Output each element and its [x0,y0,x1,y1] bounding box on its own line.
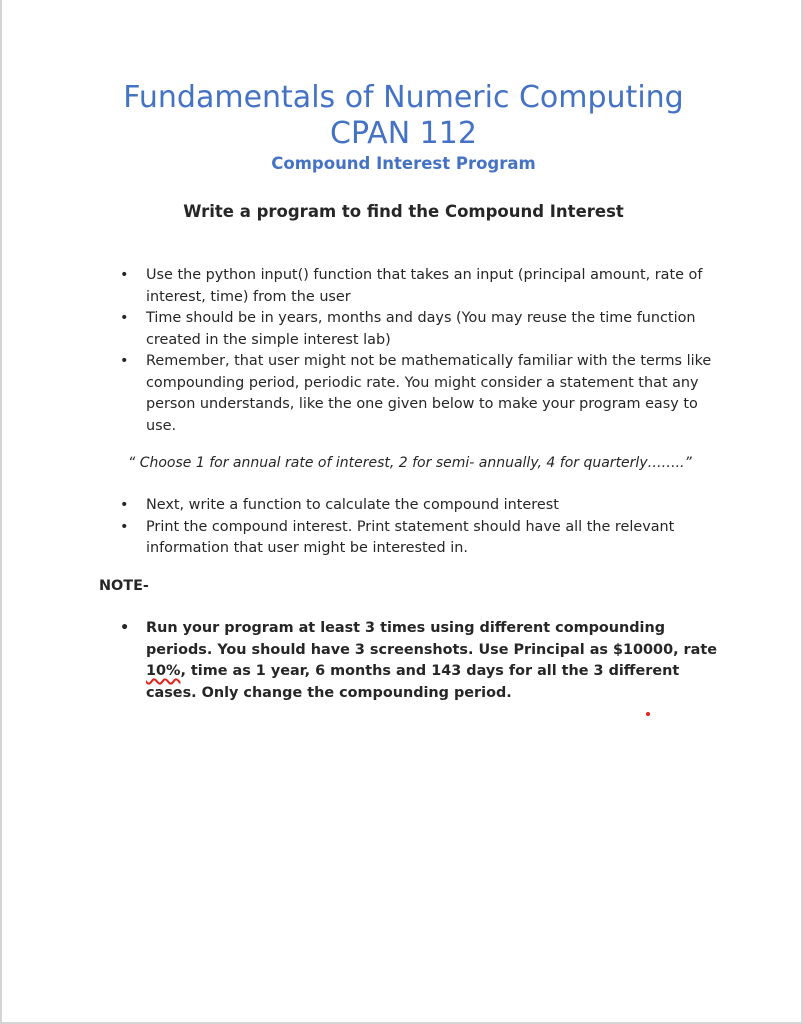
list-item [120,517,720,560]
bullet-icon: • [120,518,129,535]
list-item [120,351,720,437]
example-prompt-quote: “ Choose 1 for annual rate of interest, 2 for semi- annually, 4 for quarterly……..” [128,455,692,471]
bullet-icon: • [120,497,129,513]
document-title: Fundamentals of Numeric Computing [123,80,684,115]
list-item [120,495,720,517]
list-item-text: Remember, that user might not be mathematically familiar with the terms like compounding period, periodic rate. You might consider a statement that any person understands, like the one given below to make your program easy to use. [146,353,712,434]
bullet-icon: • [120,310,129,326]
spellcheck-flagged-text[interactable]: 10% [146,663,181,679]
note-text-before: Run your program at least 3 times using different compounding periods. You should have 3 screenshots. Use Principal as $10000, rate [146,620,718,658]
bullet-icon: • [120,620,130,636]
list-item-text: Next, write a function to calculate the compound interest [146,497,559,513]
instruction-list-1 [120,265,720,437]
instruction-list-2 [120,495,720,560]
document-subtitle: Compound Interest Program [271,154,536,173]
list-item-text: Time should be in years, months and days (You may reuse the time function created in the simple interest lab) [146,310,696,348]
assignment-heading: Write a program to find the Compound Interest [183,202,624,221]
list-item [120,308,720,351]
bullet-icon: • [120,267,129,283]
note-list [120,618,720,704]
bullet-icon: • [120,353,129,369]
list-item [120,265,720,308]
list-item-text: Use the python input() function that takes an input (principal amount, rate of interest, time) from the user [146,267,703,305]
cursor-dot-icon [646,712,650,716]
note-label: NOTE- [99,578,149,594]
note-text-after: , time as 1 year, 6 months and 143 days for all the 3 different cases. Only change the compounding period. [146,663,680,701]
course-code: CPAN 112 [330,116,477,151]
list-item-text: Print the compound interest. Print statement should have all the relevant information that user might be interested in. [146,518,675,556]
list-item [120,618,720,704]
